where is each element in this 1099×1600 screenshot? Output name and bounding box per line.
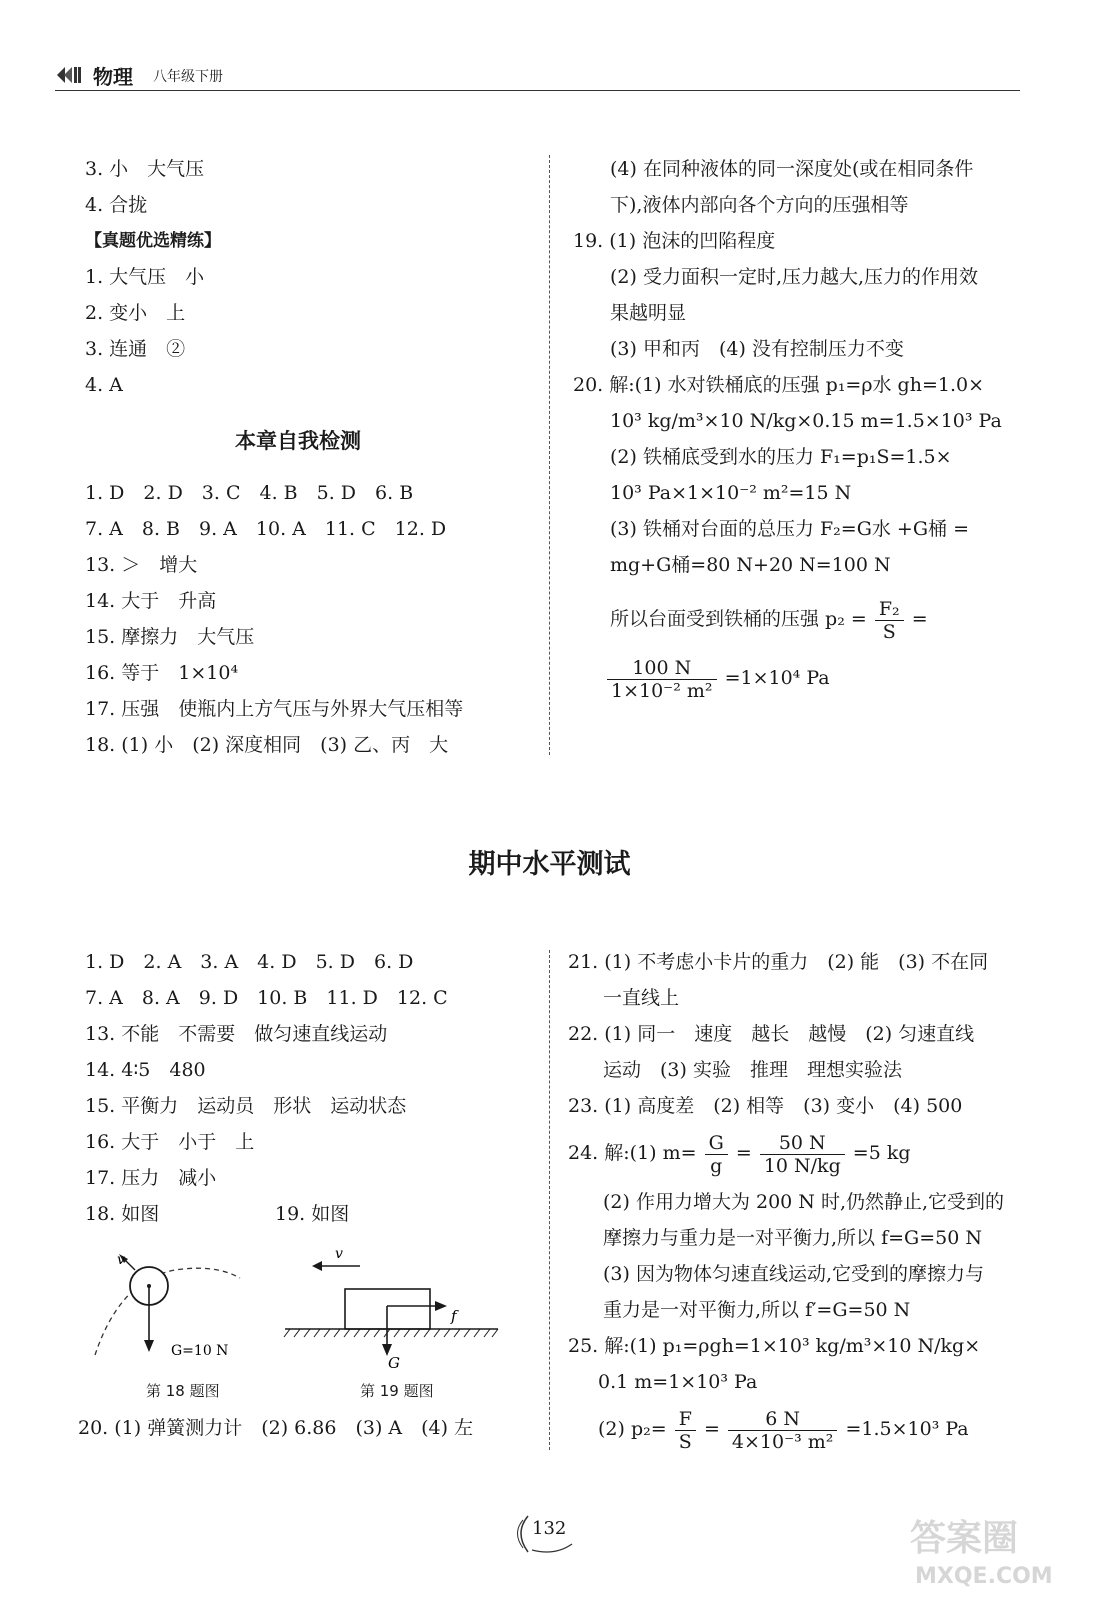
- fraction-denominator: 1×10⁻² m²: [611, 679, 713, 702]
- answer-line: (3) 铁桶对台面的总压力 F₂=G水 +G桶 =: [610, 518, 969, 540]
- velocity-label: v: [117, 1252, 125, 1268]
- equation-text: 24. 解:(1) m=: [568, 1142, 697, 1164]
- fraction-numerator: G: [705, 1132, 728, 1155]
- answer-line: 25. 解:(1) p₁=ρgh=1×10³ kg/m³×10 N/kg×: [568, 1335, 981, 1357]
- equation-text: =: [911, 608, 928, 630]
- fraction-numerator: 50 N: [760, 1132, 845, 1155]
- equation-text: (2) p₂=: [598, 1418, 667, 1440]
- fraction-denominator: 10 N/kg: [763, 1154, 841, 1177]
- fraction-denominator: g: [710, 1154, 723, 1177]
- book-logo-icon: [55, 64, 83, 86]
- velocity-arrowhead: [312, 1261, 322, 1271]
- friction-label: f: [451, 1307, 457, 1325]
- midterm-title: 期中水平测试: [468, 849, 631, 880]
- velocity-label: v: [335, 1246, 343, 1262]
- fraction: [705, 1132, 728, 1177]
- figure-19-caption: 第 19 题图: [360, 1382, 434, 1400]
- answer-line: 22. (1) 同一 速度 越长 越慢 (2) 匀速直线: [568, 1023, 975, 1045]
- answer-line: 15. 平衡力 运动员 形状 运动状态: [85, 1095, 407, 1117]
- answer-line: 10³ kg/m³×10 N/kg×0.15 m=1.5×10³ Pa: [610, 410, 1002, 432]
- answer-line: mg+G桶=80 N+20 N=100 N: [610, 554, 891, 576]
- fraction-numerator: F₂: [875, 598, 904, 621]
- page-header: [55, 58, 1020, 91]
- answer-line: (2) 铁桶底受到水的压力 F₁=p₁S=1.5×: [610, 446, 952, 468]
- answer-line: 10³ Pa×1×10⁻² m²=15 N: [610, 482, 852, 504]
- fraction-numerator: F: [675, 1408, 696, 1431]
- friction-arrowhead: [435, 1301, 447, 1311]
- gravity-label: G=10 N: [171, 1343, 229, 1359]
- fraction: [760, 1132, 845, 1177]
- equation-line: [598, 1406, 969, 1453]
- gravity-arrowhead: [144, 1340, 154, 1352]
- answer-line: 18. 如图: [85, 1203, 160, 1225]
- answer-line: (4) 在同种液体的同一深度处(或在相同条件: [610, 158, 974, 180]
- equation-text: =: [735, 1142, 752, 1164]
- answer-line: 一直线上: [603, 987, 680, 1009]
- watermark-logo: [905, 1505, 1075, 1590]
- equation-text: =1.5×10³ Pa: [845, 1418, 969, 1440]
- equation-text: 所以台面受到铁桶的压强 p₂ =: [610, 608, 867, 630]
- answer-line: 下),液体内部向各个方向的压强相等: [610, 194, 909, 216]
- equation-text: =5 kg: [852, 1142, 911, 1164]
- answer-line: (2) 受力面积一定时,压力越大,压力的作用效: [610, 266, 979, 288]
- equation-line: [605, 655, 830, 702]
- chapter-check-title: 本章自我检测: [235, 429, 361, 453]
- answer-line: 21. (1) 不考虑小卡片的重力 (2) 能 (3) 不在同: [568, 951, 989, 973]
- equation-line: [610, 596, 928, 643]
- answer-line: 14. 4∶5 480: [85, 1059, 206, 1081]
- answer-line: 23. (1) 高度差 (2) 相等 (3) 变小 (4) 500: [568, 1095, 963, 1117]
- answer-line: 3. 连通 ②: [85, 338, 186, 360]
- fraction-denominator: S: [882, 620, 896, 643]
- answer-line: 0.1 m=1×10³ Pa: [598, 1371, 758, 1393]
- fraction: [675, 1408, 696, 1453]
- answer-line: 4. 合拢: [85, 194, 148, 216]
- grade-label: 八年级下册: [153, 69, 223, 85]
- answer-line: 20. 解:(1) 水对铁桶底的压强 p₁=ρ水 gh=1.0×: [573, 374, 985, 396]
- equation-line: [568, 1130, 911, 1177]
- equation-text: =: [703, 1418, 720, 1440]
- answer-line: 16. 等于 1×10⁴: [85, 662, 239, 684]
- answer-line: 18. (1) 小 (2) 深度相同 (3) 乙、丙 大: [85, 734, 449, 756]
- answer-line: (2) 作用力增大为 200 N 时,仍然静止,它受到的: [603, 1191, 1005, 1213]
- answer-line: 1. D 2. A 3. A 4. D 5. D 6. D: [85, 951, 414, 973]
- answer-line: 14. 大于 升高: [85, 590, 217, 612]
- answer-line: 果越明显: [610, 302, 687, 324]
- answer-line: 19. (1) 泡沫的凹陷程度: [573, 230, 776, 252]
- answer-line: 重力是一对平衡力,所以 f′=G=50 N: [603, 1299, 911, 1321]
- fraction-numerator: 100 N: [607, 657, 717, 680]
- answer-line: 13. 不能 不需要 做匀速直线运动: [85, 1023, 388, 1045]
- answer-line: 1. 大气压 小: [85, 266, 205, 288]
- answer-line: 20. (1) 弹簧测力计 (2) 6.86 (3) A (4) 左: [78, 1417, 474, 1439]
- equation-text: =1×10⁴ Pa: [724, 667, 830, 689]
- answer-line: 17. 压力 减小: [85, 1167, 217, 1189]
- answer-line: 17. 压强 使瓶内上方气压与外界大气压相等: [85, 698, 464, 720]
- column-divider: [549, 950, 550, 1450]
- section-label: 【真题优选精练】: [85, 231, 221, 251]
- watermark-text-url: MXQE.COM: [915, 1564, 1053, 1589]
- answer-line: 7. A 8. B 9. A 10. A 11. C 12. D: [85, 518, 447, 540]
- answer-line: 13. ＞ 增大: [85, 554, 198, 576]
- fraction: [607, 657, 717, 702]
- fraction-denominator: S: [678, 1430, 692, 1453]
- subject-title: 物理: [93, 65, 133, 89]
- answer-line: (3) 甲和丙 (4) 没有控制压力不变: [610, 338, 904, 360]
- answer-line: 3. 小 大气压: [85, 158, 205, 180]
- answer-line: 摩擦力与重力是一对平衡力,所以 f=G=50 N: [603, 1227, 982, 1249]
- gravity-label: G: [388, 1354, 400, 1372]
- fraction: [728, 1408, 838, 1453]
- answer-line: 16. 大于 小于 上: [85, 1131, 255, 1153]
- ground-hatching: [284, 1329, 498, 1337]
- page-number: 132: [532, 1518, 567, 1539]
- figure-19-diagram: [280, 1240, 505, 1375]
- figure-18-caption: 第 18 题图: [146, 1382, 220, 1400]
- figure-18-diagram: [85, 1240, 255, 1370]
- answer-line: 运动 (3) 实验 推理 理想实验法: [603, 1059, 902, 1081]
- fraction-denominator: 4×10⁻³ m²: [731, 1430, 834, 1453]
- watermark-text-cn: 答案圈: [910, 1518, 1019, 1559]
- fraction-numerator: 6 N: [728, 1408, 838, 1431]
- answer-line: 4. A: [85, 374, 123, 396]
- answer-line: 7. A 8. A 9. D 10. B 11. D 12. C: [85, 987, 448, 1009]
- answer-line: (3) 因为物体匀速直线运动,它受到的摩擦力与: [603, 1263, 984, 1285]
- column-divider: [549, 155, 550, 755]
- answer-line: 2. 变小 上: [85, 302, 186, 324]
- answer-line: 15. 摩擦力 大气压: [85, 626, 255, 648]
- answer-line: 1. D 2. D 3. C 4. B 5. D 6. B: [85, 482, 414, 504]
- fraction: [875, 598, 904, 643]
- answer-line: 19. 如图: [275, 1203, 350, 1225]
